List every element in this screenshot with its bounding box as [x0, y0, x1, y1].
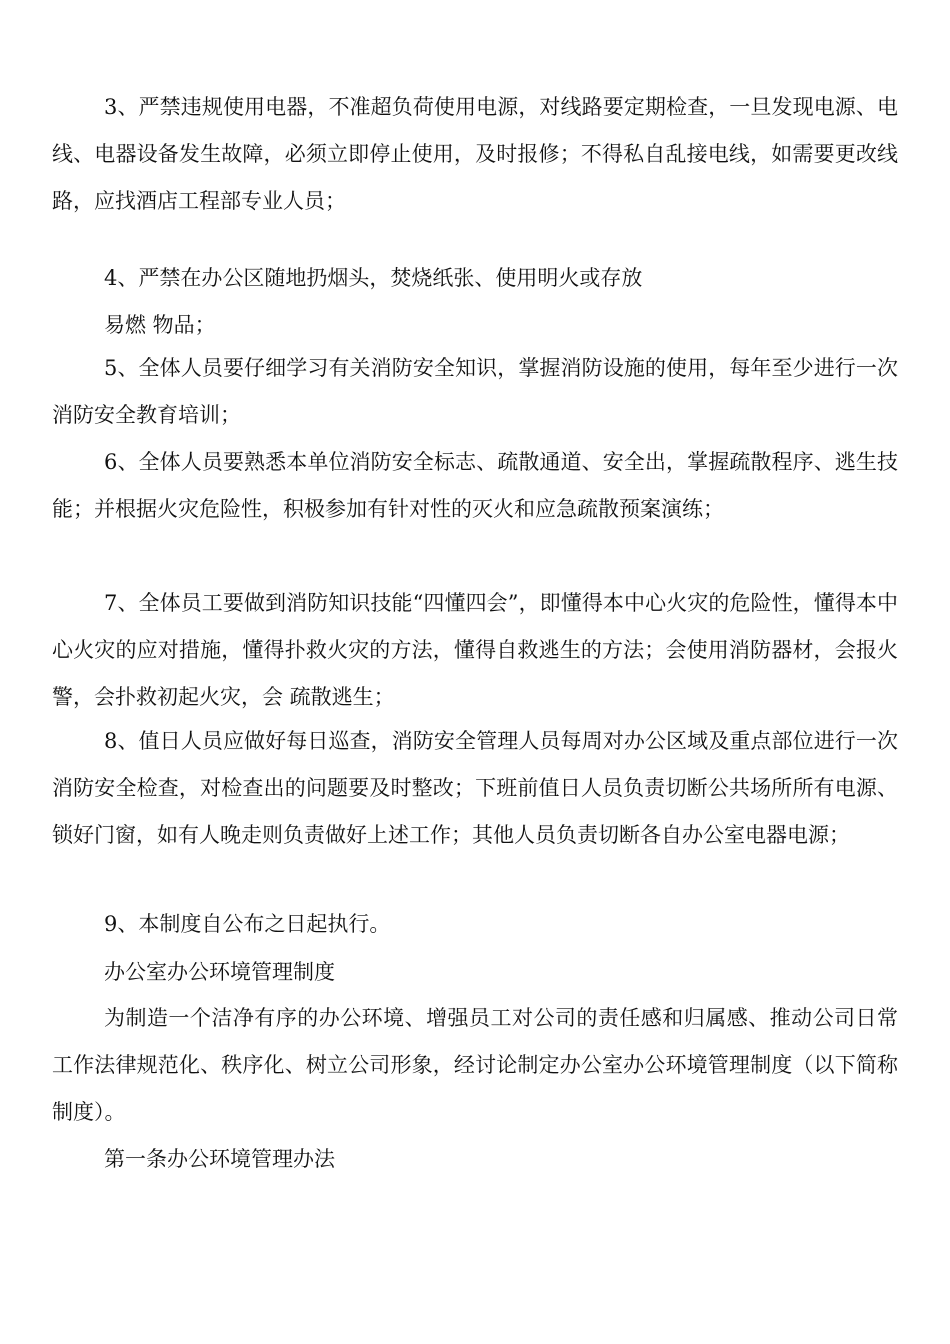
paragraph-introduction: 为制造一个洁净有序的办公环境、增强员工对公司的责任感和归属感、推动公司日常工作法律规范化、秩序化、树立公司形象，经讨论制定办公室办公环境管理制度（以下简称制度）。 [52, 1006, 898, 1124]
paragraph-rule-7: 7、全体员工要做到消防知识技能“四懂四会”，即懂得本中心火灾的危险性，懂得本中心火灾的应对措施，懂得扑救火灾的方法，懂得自救逃生的方法；会使用消防器材，会报火警，会扑救初起火灾，会 疏散逃生； [52, 591, 898, 709]
section-title: 办公室办公环境管理制度 [104, 960, 335, 984]
article-heading: 第一条办公环境管理办法 [104, 1147, 335, 1171]
paragraph-rule-4-continued: 易燃 物品； [104, 313, 216, 337]
paragraph-rule-8: 8、值日人员应做好每日巡查，消防安全管理人员每周对办公区域及重点部位进行一次消防安全检查，对检查出的问题要及时整改；下班前值日人员负责切断公共场所所有电源、锁好门窗，如有人晚走则负责做好上述工作；其他人员负责切断各自办公室电器电源； [52, 729, 898, 847]
paragraph-rule-5: 5、全体人员要仔细学习有关消防安全知识，掌握消防设施的使用，每年至少进行一次消防安全教育培训； [52, 356, 898, 427]
paragraph-rule-9: 9、本制度自公布之日起执行。 [104, 912, 391, 936]
paragraph-rule-4: 4、严禁在办公区随地扔烟头，焚烧纸张、使用明火或存放 [104, 266, 643, 290]
paragraph-rule-3: 3、严禁违规使用电器，不准超负荷使用电源，对线路要定期检查，一旦发现电源、电线、电器设备发生故障，必须立即停止使用，及时报修；不得私自乱接电线，如需要更改线路，应找酒店工程部专业人员； [52, 95, 898, 213]
paragraph-rule-6: 6、全体人员要熟悉本单位消防安全标志、疏散通道、安全出，掌握疏散程序、逃生技能；并根据火灾危险性，积极参加有针对性的灭火和应急疏散预案演练； [52, 450, 898, 521]
